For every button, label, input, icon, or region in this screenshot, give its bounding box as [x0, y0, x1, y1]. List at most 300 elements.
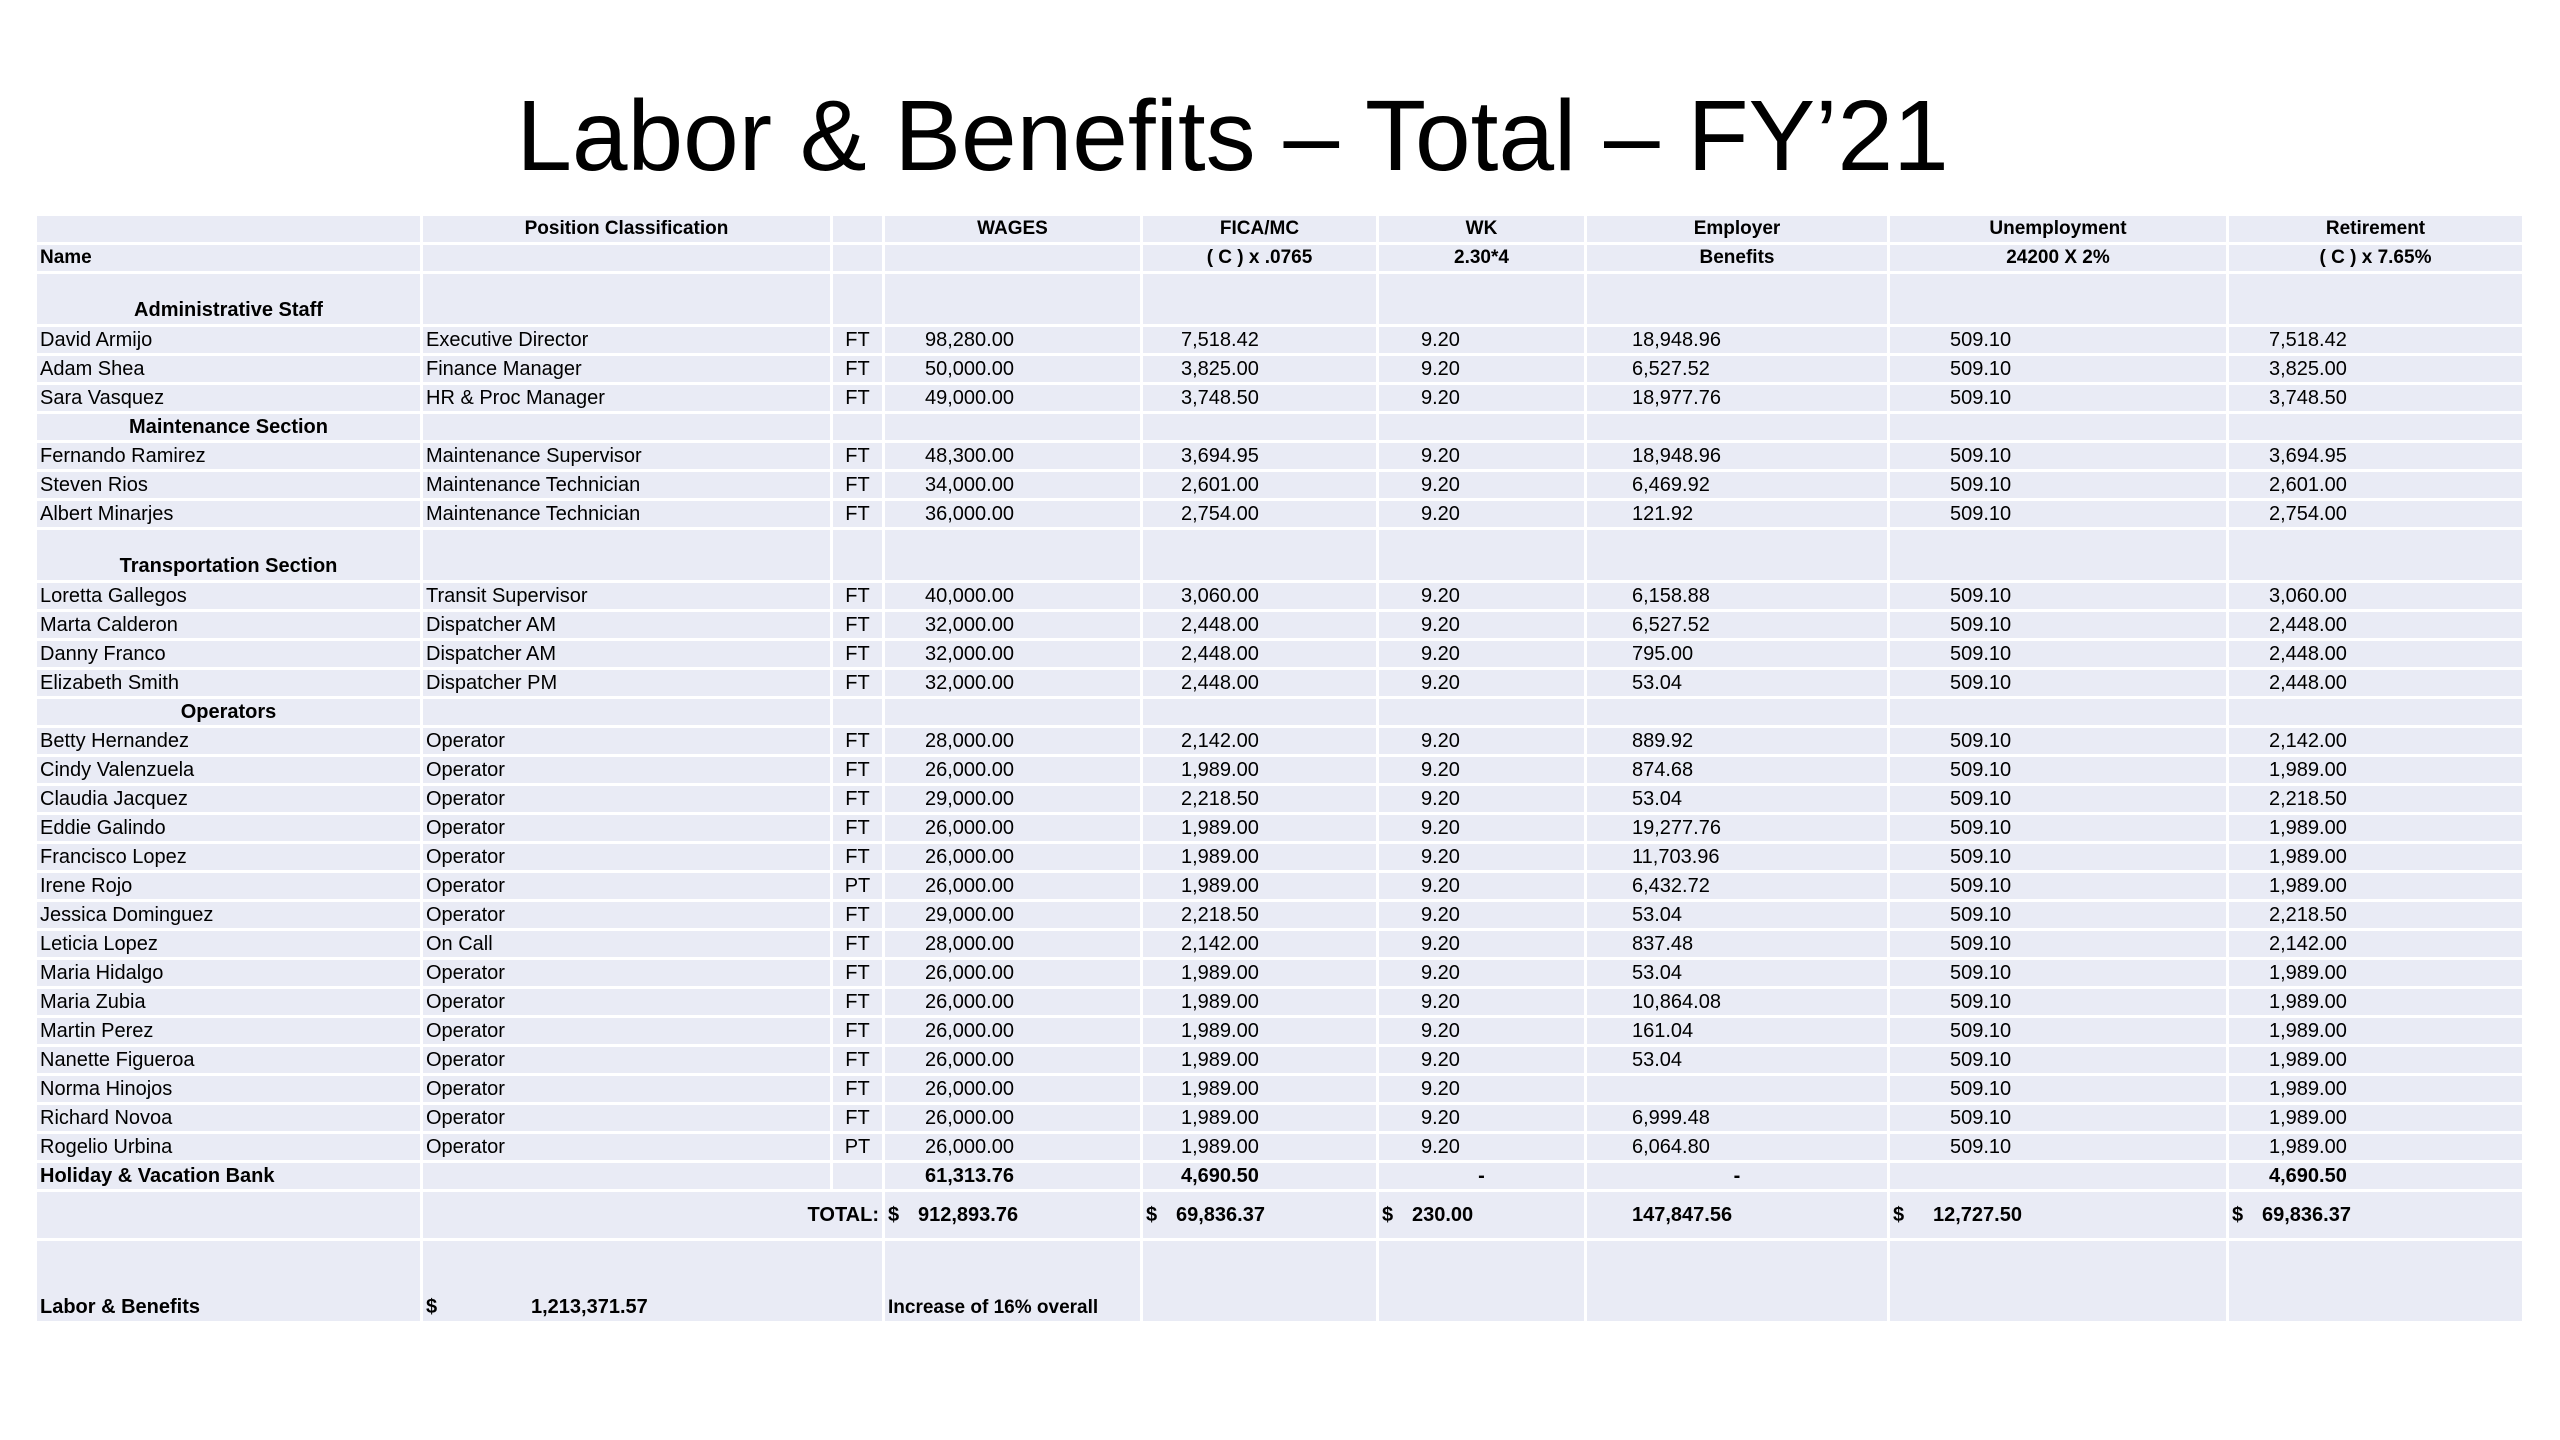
employer-benefits-cell: 53.04	[1587, 786, 1890, 812]
employment-type: FT	[833, 385, 885, 411]
position-classification: Operator	[423, 1076, 833, 1102]
employer-benefits-cell: 6,064.80	[1587, 1134, 1890, 1160]
unemployment-cell: 509.10	[1890, 815, 2229, 841]
employment-type: FT	[833, 844, 885, 870]
table-row	[37, 612, 2522, 638]
header-wk: WK	[1379, 216, 1587, 242]
employer-benefits-cell: 874.68	[1587, 757, 1890, 783]
employer-benefits-cell: 53.04	[1587, 960, 1890, 986]
wages-cell: 49,000.00	[885, 385, 1143, 411]
retirement-cell: 2,601.00	[2229, 472, 2522, 498]
retirement-cell: 1,989.00	[2229, 960, 2522, 986]
employment-type: FT	[833, 472, 885, 498]
wages-cell: 32,000.00	[885, 670, 1143, 696]
cell	[833, 530, 885, 580]
unemployment-cell: 509.10	[1890, 1018, 2229, 1044]
wages-cell: 29,000.00	[885, 786, 1143, 812]
wk-cell: 9.20	[1379, 1018, 1587, 1044]
retirement-cell: 1,989.00	[2229, 757, 2522, 783]
header-row-1	[37, 216, 2522, 242]
wages-cell: 28,000.00	[885, 728, 1143, 754]
position-classification: Operator	[423, 728, 833, 754]
header-wages: WAGES	[885, 216, 1143, 242]
wages-cell: 48,300.00	[885, 443, 1143, 469]
fica-cell: 2,754.00	[1143, 501, 1379, 527]
cell	[2229, 699, 2522, 725]
cell	[1890, 1241, 2229, 1321]
employee-name: Irene Rojo	[37, 873, 423, 899]
retirement-cell: 2,448.00	[2229, 641, 2522, 667]
table-row	[37, 583, 2522, 609]
employee-name: Elizabeth Smith	[37, 670, 423, 696]
employment-type: PT	[833, 873, 885, 899]
cell	[1587, 1241, 1890, 1321]
header-cell	[423, 245, 833, 271]
cell	[1143, 530, 1379, 580]
employee-name: Adam Shea	[37, 356, 423, 382]
fica-cell: 1,989.00	[1143, 1018, 1379, 1044]
currency-symbol: $	[888, 1203, 900, 1226]
header-employer-sub: Benefits	[1587, 245, 1890, 271]
total-wages	[885, 1192, 1143, 1238]
employee-name: Fernando Ramirez	[37, 443, 423, 469]
cell	[1143, 1241, 1379, 1321]
currency-symbol: $	[1893, 1203, 1905, 1226]
employment-type: FT	[833, 583, 885, 609]
table-row	[37, 1047, 2522, 1073]
unemployment-cell: 509.10	[1890, 1076, 2229, 1102]
table-row	[37, 670, 2522, 696]
cell	[1379, 274, 1587, 324]
total-unemployment	[1890, 1192, 2229, 1238]
header-cell	[885, 245, 1143, 271]
wk-cell: 9.20	[1379, 1134, 1587, 1160]
unemployment-cell: 509.10	[1890, 931, 2229, 957]
position-classification: Operator	[423, 902, 833, 928]
cell	[1143, 699, 1379, 725]
employer-benefits-cell: 18,948.96	[1587, 443, 1890, 469]
position-classification: Dispatcher AM	[423, 612, 833, 638]
unemployment-cell: 509.10	[1890, 1134, 2229, 1160]
cell	[1379, 530, 1587, 580]
employer-benefits-cell: 6,999.48	[1587, 1105, 1890, 1131]
table-row	[37, 356, 2522, 382]
table-row	[37, 1076, 2522, 1102]
wk-cell: 9.20	[1379, 612, 1587, 638]
unemployment-cell: 509.10	[1890, 443, 2229, 469]
table-row	[37, 786, 2522, 812]
header-wk-formula: 2.30*4	[1379, 245, 1587, 271]
employer-benefits-cell: 11,703.96	[1587, 844, 1890, 870]
cell	[2229, 414, 2522, 440]
header-name: Name	[37, 245, 423, 271]
cell	[1890, 414, 2229, 440]
position-classification: Operator	[423, 757, 833, 783]
table-row	[37, 1018, 2522, 1044]
retirement-cell: 1,989.00	[2229, 1018, 2522, 1044]
unemployment-cell: 509.10	[1890, 472, 2229, 498]
wk-cell: 9.20	[1379, 641, 1587, 667]
cell	[1143, 414, 1379, 440]
employer-benefits-cell: 18,948.96	[1587, 327, 1890, 353]
cell	[1587, 699, 1890, 725]
employer-benefits-cell: 53.04	[1587, 670, 1890, 696]
unemployment-cell: 509.10	[1890, 385, 2229, 411]
header-retirement-formula: ( C ) x 7.65%	[2229, 245, 2522, 271]
wk-cell: 9.20	[1379, 757, 1587, 783]
employee-name: Maria Zubia	[37, 989, 423, 1015]
total-unemployment-value: 12,727.50	[1933, 1203, 2022, 1226]
position-classification: Operator	[423, 873, 833, 899]
cell	[833, 274, 885, 324]
position-classification: Operator	[423, 960, 833, 986]
cell	[833, 1163, 885, 1189]
employment-type: FT	[833, 1076, 885, 1102]
table-row	[37, 989, 2522, 1015]
employer-benefits-cell: 795.00	[1587, 641, 1890, 667]
retirement-cell: 3,748.50	[2229, 385, 2522, 411]
employment-type: FT	[833, 902, 885, 928]
wages-cell: 29,000.00	[885, 902, 1143, 928]
table-row	[37, 1134, 2522, 1160]
header-fica-formula: ( C ) x .0765	[1143, 245, 1379, 271]
position-classification: Operator	[423, 1047, 833, 1073]
fica-cell: 3,060.00	[1143, 583, 1379, 609]
employer-benefits-cell: 6,158.88	[1587, 583, 1890, 609]
header-fica: FICA/MC	[1143, 216, 1379, 242]
retirement-cell: 7,518.42	[2229, 327, 2522, 353]
employee-name: Cindy Valenzuela	[37, 757, 423, 783]
fica-cell: 3,748.50	[1143, 385, 1379, 411]
fica-cell: 2,142.00	[1143, 931, 1379, 957]
employee-name: Francisco Lopez	[37, 844, 423, 870]
retirement-cell: 2,218.50	[2229, 902, 2522, 928]
fica-cell: 1,989.00	[1143, 1047, 1379, 1073]
holiday-fica: 4,690.50	[1143, 1163, 1379, 1189]
wk-cell: 9.20	[1379, 786, 1587, 812]
employee-name: Richard Novoa	[37, 1105, 423, 1131]
employee-name: Norma Hinojos	[37, 1076, 423, 1102]
unemployment-cell: 509.10	[1890, 641, 2229, 667]
labor-benefits-note: Increase of 16% overall	[885, 1241, 1143, 1321]
position-classification: Maintenance Technician	[423, 472, 833, 498]
position-classification: Finance Manager	[423, 356, 833, 382]
cell	[423, 699, 833, 725]
fica-cell: 1,989.00	[1143, 1076, 1379, 1102]
position-classification: Executive Director	[423, 327, 833, 353]
employer-benefits-cell: 6,527.52	[1587, 612, 1890, 638]
wk-cell: 9.20	[1379, 902, 1587, 928]
employee-name: David Armijo	[37, 327, 423, 353]
wk-cell: 9.20	[1379, 670, 1587, 696]
employment-type: FT	[833, 786, 885, 812]
retirement-cell: 3,060.00	[2229, 583, 2522, 609]
employer-benefits-cell: 121.92	[1587, 501, 1890, 527]
position-classification: Operator	[423, 1018, 833, 1044]
employee-name: Sara Vasquez	[37, 385, 423, 411]
fica-cell: 1,989.00	[1143, 757, 1379, 783]
unemployment-cell: 509.10	[1890, 1047, 2229, 1073]
fica-cell: 1,989.00	[1143, 1134, 1379, 1160]
position-classification: Operator	[423, 1134, 833, 1160]
cell	[885, 699, 1143, 725]
cell	[2229, 1241, 2522, 1321]
unemployment-cell: 509.10	[1890, 583, 2229, 609]
fica-cell: 1,989.00	[1143, 844, 1379, 870]
employment-type: FT	[833, 1018, 885, 1044]
employee-name: Steven Rios	[37, 472, 423, 498]
wk-cell: 9.20	[1379, 960, 1587, 986]
retirement-cell: 1,989.00	[2229, 1105, 2522, 1131]
position-classification: Maintenance Technician	[423, 501, 833, 527]
unemployment-cell: 509.10	[1890, 728, 2229, 754]
total-retirement-value: 69,836.37	[2262, 1203, 2351, 1226]
unemployment-cell: 509.10	[1890, 501, 2229, 527]
unemployment-cell: 509.10	[1890, 989, 2229, 1015]
section-row	[37, 530, 2522, 580]
wk-cell: 9.20	[1379, 1047, 1587, 1073]
cell	[423, 530, 833, 580]
retirement-cell: 1,989.00	[2229, 815, 2522, 841]
position-classification: Operator	[423, 1105, 833, 1131]
employee-name: Rogelio Urbina	[37, 1134, 423, 1160]
cell	[1890, 699, 2229, 725]
position-classification: Transit Supervisor	[423, 583, 833, 609]
cell	[423, 1163, 833, 1189]
retirement-cell: 1,989.00	[2229, 1047, 2522, 1073]
employment-type: FT	[833, 989, 885, 1015]
employer-benefits-cell: 837.48	[1587, 931, 1890, 957]
table-row	[37, 844, 2522, 870]
unemployment-cell: 509.10	[1890, 356, 2229, 382]
currency-symbol: $	[2232, 1203, 2244, 1226]
cell	[423, 274, 833, 324]
wages-cell: 26,000.00	[885, 960, 1143, 986]
table-row	[37, 1105, 2522, 1131]
total-label: TOTAL:	[423, 1192, 885, 1238]
holiday-label: Holiday & Vacation Bank	[37, 1163, 423, 1189]
labor-benefits-amount	[423, 1241, 885, 1321]
fica-cell: 1,989.00	[1143, 1105, 1379, 1131]
fica-cell: 1,989.00	[1143, 960, 1379, 986]
employment-type: FT	[833, 728, 885, 754]
header-unemployment-formula: 24200 X 2%	[1890, 245, 2229, 271]
employer-benefits-cell: 6,432.72	[1587, 873, 1890, 899]
employment-type: FT	[833, 327, 885, 353]
employer-benefits-cell: 6,527.52	[1587, 356, 1890, 382]
wk-cell: 9.20	[1379, 728, 1587, 754]
wages-cell: 26,000.00	[885, 1105, 1143, 1131]
unemployment-cell: 509.10	[1890, 327, 2229, 353]
wk-cell: 9.20	[1379, 844, 1587, 870]
labor-benefits-table	[37, 213, 2522, 1324]
table-row	[37, 327, 2522, 353]
employee-name: Marta Calderon	[37, 612, 423, 638]
header-cell	[833, 245, 885, 271]
position-classification: Dispatcher AM	[423, 641, 833, 667]
table-row	[37, 641, 2522, 667]
wk-cell: 9.20	[1379, 1076, 1587, 1102]
section-row	[37, 699, 2522, 725]
fica-cell: 2,142.00	[1143, 728, 1379, 754]
cell	[2229, 274, 2522, 324]
retirement-cell: 3,825.00	[2229, 356, 2522, 382]
employee-name: Claudia Jacquez	[37, 786, 423, 812]
employer-benefits-cell: 53.04	[1587, 1047, 1890, 1073]
employee-name: Maria Hidalgo	[37, 960, 423, 986]
retirement-cell: 2,218.50	[2229, 786, 2522, 812]
currency-symbol: $	[1382, 1203, 1394, 1226]
unemployment-cell: 509.10	[1890, 844, 2229, 870]
labor-benefits-value: 1,213,371.57	[531, 1296, 648, 1318]
employer-benefits-cell	[1587, 1076, 1890, 1102]
wk-cell: 9.20	[1379, 583, 1587, 609]
employer-benefits-cell: 10,864.08	[1587, 989, 1890, 1015]
employer-benefits-cell: 19,277.76	[1587, 815, 1890, 841]
employer-benefits-cell: 6,469.92	[1587, 472, 1890, 498]
cell	[423, 414, 833, 440]
wages-cell: 98,280.00	[885, 327, 1143, 353]
header-position: Position Classification	[423, 216, 833, 242]
cell	[833, 414, 885, 440]
employer-benefits-cell: 53.04	[1587, 902, 1890, 928]
cell	[1890, 530, 2229, 580]
employment-type: FT	[833, 757, 885, 783]
cell	[37, 1192, 423, 1238]
employee-name: Loretta Gallegos	[37, 583, 423, 609]
employee-name: Eddie Galindo	[37, 815, 423, 841]
wk-cell: 9.20	[1379, 989, 1587, 1015]
retirement-cell: 2,754.00	[2229, 501, 2522, 527]
employment-type: FT	[833, 1105, 885, 1131]
header-cell	[37, 216, 423, 242]
employee-name: Betty Hernandez	[37, 728, 423, 754]
section-name: Maintenance Section	[37, 414, 423, 440]
cell	[1379, 1241, 1587, 1321]
total-employer: 147,847.56	[1587, 1192, 1890, 1238]
wages-cell: 26,000.00	[885, 1047, 1143, 1073]
employment-type: FT	[833, 960, 885, 986]
unemployment-cell: 509.10	[1890, 786, 2229, 812]
holiday-wages: 61,313.76	[885, 1163, 1143, 1189]
employment-type: FT	[833, 931, 885, 957]
employee-name: Nanette Figueroa	[37, 1047, 423, 1073]
table-row	[37, 472, 2522, 498]
wk-cell: 9.20	[1379, 472, 1587, 498]
header-row-2	[37, 245, 2522, 271]
cell	[1379, 699, 1587, 725]
wages-cell: 26,000.00	[885, 815, 1143, 841]
employee-name: Leticia Lopez	[37, 931, 423, 957]
employment-type: PT	[833, 1134, 885, 1160]
header-cell	[833, 216, 885, 242]
cell	[2229, 530, 2522, 580]
fica-cell: 7,518.42	[1143, 327, 1379, 353]
wk-cell: 9.20	[1379, 873, 1587, 899]
cell	[1587, 274, 1890, 324]
fica-cell: 1,989.00	[1143, 815, 1379, 841]
employment-type: FT	[833, 612, 885, 638]
unemployment-cell: 509.10	[1890, 670, 2229, 696]
currency-symbol: $	[1146, 1203, 1158, 1226]
employee-name: Albert Minarjes	[37, 501, 423, 527]
retirement-cell: 1,989.00	[2229, 873, 2522, 899]
wages-cell: 26,000.00	[885, 873, 1143, 899]
section-row	[37, 414, 2522, 440]
header-unemployment: Unemployment	[1890, 216, 2229, 242]
employer-benefits-cell: 161.04	[1587, 1018, 1890, 1044]
wk-cell: 9.20	[1379, 931, 1587, 957]
unemployment-cell: 509.10	[1890, 960, 2229, 986]
section-name: Transportation Section	[37, 530, 423, 580]
total-wk-value: 230.00	[1412, 1203, 1474, 1226]
wages-cell: 50,000.00	[885, 356, 1143, 382]
fica-cell: 2,218.50	[1143, 786, 1379, 812]
employment-type: FT	[833, 815, 885, 841]
section-row	[37, 274, 2522, 324]
retirement-cell: 2,448.00	[2229, 612, 2522, 638]
cell	[885, 530, 1143, 580]
section-name: Administrative Staff	[37, 274, 423, 324]
fica-cell: 2,448.00	[1143, 612, 1379, 638]
cell	[1890, 274, 2229, 324]
holiday-row	[37, 1163, 2522, 1189]
employment-type: FT	[833, 641, 885, 667]
table-row	[37, 501, 2522, 527]
retirement-cell: 2,142.00	[2229, 728, 2522, 754]
cell	[885, 274, 1143, 324]
retirement-cell: 2,448.00	[2229, 670, 2522, 696]
cell	[1379, 414, 1587, 440]
table-row	[37, 902, 2522, 928]
wages-cell: 28,000.00	[885, 931, 1143, 957]
retirement-cell: 2,142.00	[2229, 931, 2522, 957]
labor-benefits-row	[37, 1241, 2522, 1321]
employee-name: Danny Franco	[37, 641, 423, 667]
position-classification: Operator	[423, 786, 833, 812]
wk-cell: 9.20	[1379, 356, 1587, 382]
table-row	[37, 757, 2522, 783]
labor-benefits-label: Labor & Benefits	[37, 1241, 423, 1321]
wages-cell: 34,000.00	[885, 472, 1143, 498]
holiday-unemployment	[1890, 1163, 2229, 1189]
total-wk	[1379, 1192, 1587, 1238]
total-fica-value: 69,836.37	[1176, 1203, 1265, 1226]
employer-benefits-cell: 889.92	[1587, 728, 1890, 754]
header-employer: Employer	[1587, 216, 1890, 242]
retirement-cell: 1,989.00	[2229, 1134, 2522, 1160]
wages-cell: 26,000.00	[885, 989, 1143, 1015]
retirement-cell: 1,989.00	[2229, 1076, 2522, 1102]
employer-benefits-cell: 18,977.76	[1587, 385, 1890, 411]
cell	[1143, 274, 1379, 324]
wages-cell: 26,000.00	[885, 844, 1143, 870]
retirement-cell: 1,989.00	[2229, 844, 2522, 870]
table-row	[37, 931, 2522, 957]
page-title: Labor & Benefits – Total – FY’21	[516, 80, 1949, 192]
employee-name: Jessica Dominguez	[37, 902, 423, 928]
total-fica	[1143, 1192, 1379, 1238]
total-wages-value: 912,893.76	[918, 1203, 1019, 1226]
position-classification: Maintenance Supervisor	[423, 443, 833, 469]
wk-cell: 9.20	[1379, 443, 1587, 469]
unemployment-cell: 509.10	[1890, 902, 2229, 928]
wk-cell: 9.20	[1379, 327, 1587, 353]
wages-cell: 40,000.00	[885, 583, 1143, 609]
table-row	[37, 443, 2522, 469]
fica-cell: 2,448.00	[1143, 641, 1379, 667]
cell	[1587, 414, 1890, 440]
